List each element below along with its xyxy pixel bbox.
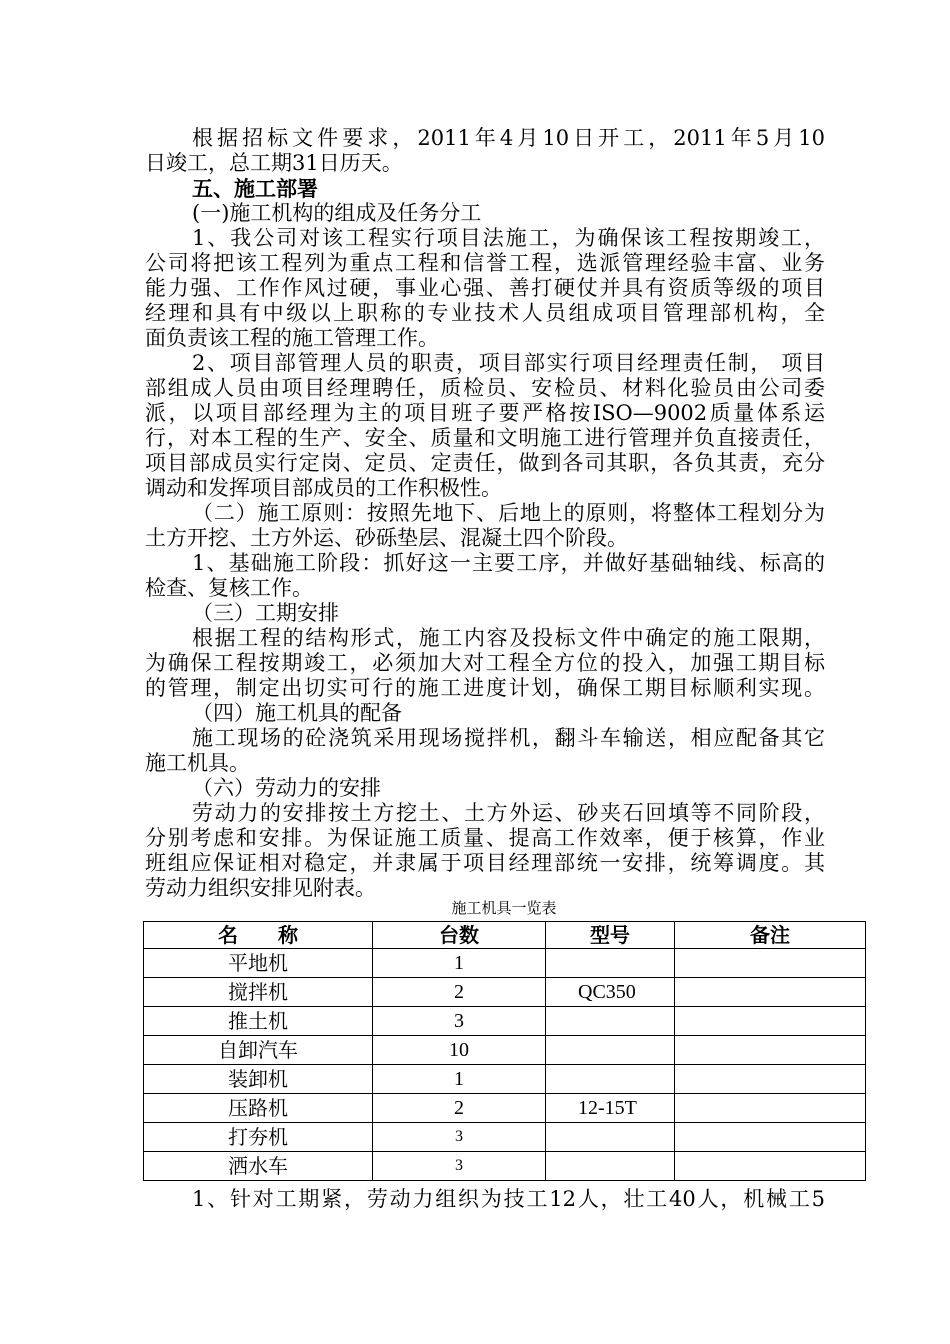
cell-count: 3 xyxy=(373,1152,546,1181)
paragraph-line: 2、项目部管理人员的职责，项目部实行项目经理责任制， 项目 xyxy=(192,351,825,375)
cell-remarks xyxy=(675,978,866,1007)
header-name: 名 称 xyxy=(144,922,373,949)
paragraph-line: 面负责该工程的施工管理工作。 xyxy=(145,326,439,350)
cell-name: 装卸机 xyxy=(144,1065,373,1094)
table-row xyxy=(144,1094,866,1123)
cell-count: 2 xyxy=(373,978,546,1007)
subsection-heading: (一)施工机构的组成及任务分工 xyxy=(192,201,482,225)
cell-name: 压路机 xyxy=(144,1094,373,1123)
paragraph-line: 的管理，制定出切实可行的施工进度计划，确保工期目标顺利实现。 xyxy=(145,676,825,700)
cell-count: 1 xyxy=(373,1065,546,1094)
paragraph-line: 检查、复核工作。 xyxy=(145,576,313,600)
paragraph-line: 行，对本工程的生产、安全、质量和文明施工进行管理并负直接责任， xyxy=(145,426,825,450)
cell-model xyxy=(546,1036,675,1065)
header-count: 台数 xyxy=(373,922,546,949)
table-caption: 施工机具一览表 xyxy=(451,899,557,917)
paragraph-line: 项目部成员实行定岗、定员、定责任，做到各司其职，各负其责，充分 xyxy=(145,451,825,475)
table-row xyxy=(144,1152,866,1181)
paragraph-line: 调动和发挥项目部成员的工作积极性。 xyxy=(145,476,502,500)
paragraph-line: 1、我公司对该工程实行项目法施工，为确保该工程按期竣工， xyxy=(192,226,825,250)
paragraph-line: 施工现场的砼浇筑采用现场搅拌机，翻斗车输送，相应配备其它 xyxy=(192,726,825,750)
paragraph-line: 劳动力组织安排见附表。 xyxy=(145,876,376,900)
table-row xyxy=(144,1123,866,1152)
paragraph-line: 为确保工程按期竣工，必须加大对工程全方位的投入，加强工期目标 xyxy=(145,651,825,675)
cell-count: 10 xyxy=(373,1036,546,1065)
paragraph-line: 根据工程的结构形式，施工内容及投标文件中确定的施工限期， xyxy=(192,626,825,650)
cell-remarks xyxy=(675,1123,866,1152)
table-row xyxy=(144,978,866,1007)
cell-count: 3 xyxy=(373,1007,546,1036)
cell-count: 3 xyxy=(373,1123,546,1152)
subsection-heading: （六）劳动力的安排 xyxy=(192,776,381,800)
subsection-heading: （四）施工机具的配备 xyxy=(192,701,402,725)
table-row xyxy=(144,1007,866,1036)
cell-model xyxy=(546,1123,675,1152)
cell-name: 搅拌机 xyxy=(144,978,373,1007)
paragraph-line: （二）施工原则：按照先地下、后地上的原则，将整体工程划分为 xyxy=(192,501,825,525)
table-row xyxy=(144,949,866,978)
paragraph-line: 1、针对工期紧，劳动力组织为技工12人，壮工40人，机械工5 xyxy=(192,1187,825,1211)
paragraph-line: 部组成人员由项目经理聘任，质检员、安检员、材料化验员由公司委 xyxy=(145,376,825,400)
cell-remarks xyxy=(675,1152,866,1181)
paragraph-line: 班组应保证相对稳定，并隶属于项目经理部统一安排，统筹调度。其 xyxy=(145,851,825,875)
table-row xyxy=(144,1036,866,1065)
cell-remarks xyxy=(675,1036,866,1065)
paragraph-line: 分别考虑和安排。为保证施工质量、提高工作效率，便于核算，作业 xyxy=(145,826,825,850)
paragraph-line: 能力强、工作作风过硬，事业心强、善打硬仗并具有资质等级的项目 xyxy=(145,276,825,300)
paragraph-line: 施工机具。 xyxy=(145,751,250,775)
cell-model: 12-15T xyxy=(546,1094,675,1123)
paragraph-line: 经理和具有中级以上职称的专业技术人员组成项目管理部机构，全 xyxy=(145,301,825,325)
table-header-row xyxy=(144,922,866,949)
cell-count: 1 xyxy=(373,949,546,978)
cell-count: 2 xyxy=(373,1094,546,1123)
cell-remarks xyxy=(675,1007,866,1036)
cell-remarks xyxy=(675,1065,866,1094)
table-row xyxy=(144,1065,866,1094)
paragraph-line: 根据招标文件要求，2011年4月10日开工，2011年5月10 xyxy=(192,126,825,150)
cell-remarks xyxy=(675,1094,866,1123)
cell-model xyxy=(546,1007,675,1036)
section-heading: 五、施工部署 xyxy=(192,176,318,201)
cell-remarks xyxy=(675,949,866,978)
header-remarks: 备注 xyxy=(675,922,866,949)
paragraph-line: 劳动力的安排按土方挖土、土方外运、砂夹石回填等不同阶段， xyxy=(192,801,825,825)
header-model: 型号 xyxy=(546,922,675,949)
paragraph-line: 土方开挖、土方外运、砂砾垫层、混凝土四个阶段。 xyxy=(145,526,628,550)
cell-model xyxy=(546,1152,675,1181)
cell-model: QC350 xyxy=(546,978,675,1007)
cell-model xyxy=(546,949,675,978)
paragraph-line: 公司将把该工程列为重点工程和信誉工程，选派管理经验丰富、业务 xyxy=(145,251,825,275)
paragraph-line: 派，以项目部经理为主的项目班子要严格按ISO—9002质量体系运 xyxy=(145,401,825,425)
cell-name: 洒水车 xyxy=(144,1152,373,1181)
cell-name: 自卸汽车 xyxy=(144,1036,373,1065)
subsection-heading: （三）工期安排 xyxy=(192,601,339,625)
equipment-table xyxy=(143,921,866,1181)
paragraph-line: 日竣工，总工期31日历天。 xyxy=(145,151,403,175)
cell-model xyxy=(546,1065,675,1094)
cell-name: 平地机 xyxy=(144,949,373,978)
cell-name: 打夯机 xyxy=(144,1123,373,1152)
cell-name: 推土机 xyxy=(144,1007,373,1036)
paragraph-line: 1、基础施工阶段：抓好这一主要工序，并做好基础轴线、标高的 xyxy=(192,551,825,575)
